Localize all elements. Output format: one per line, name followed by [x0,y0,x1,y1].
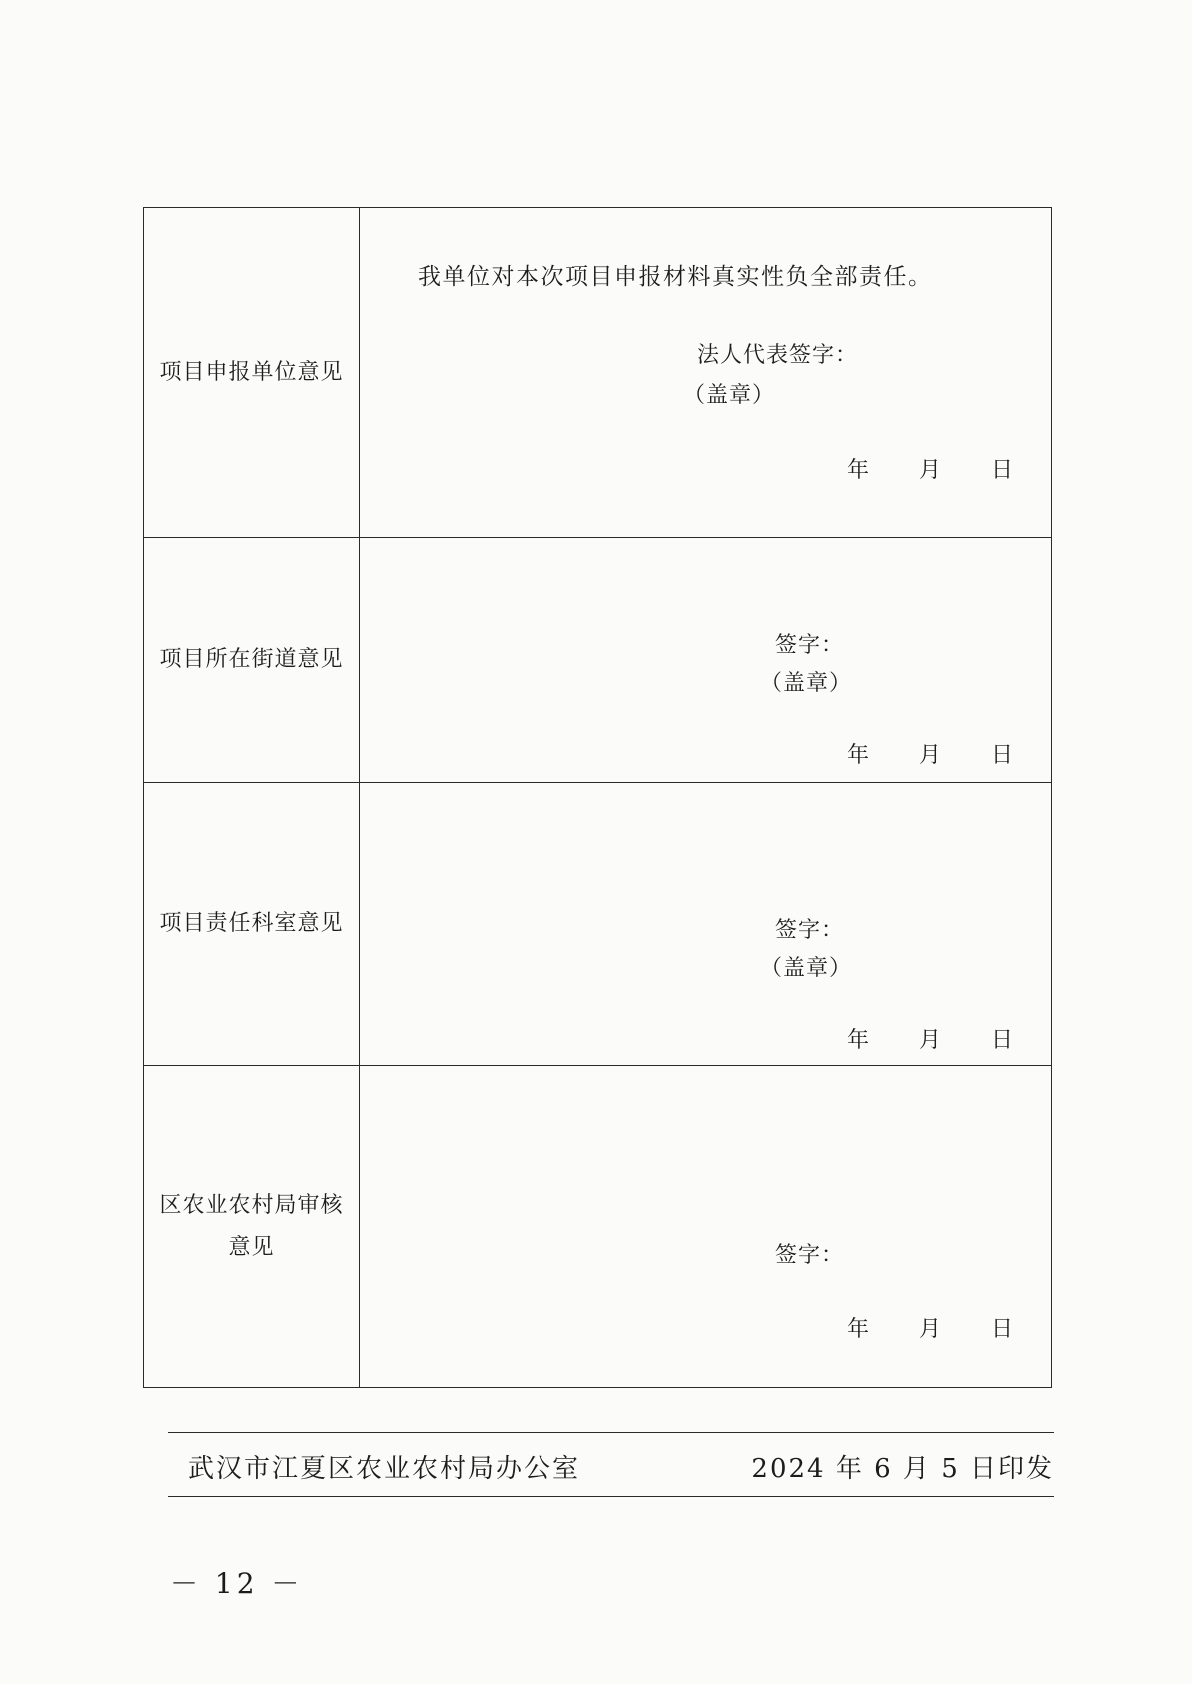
month-label: 月 [918,458,941,483]
year-label: 年 [846,743,869,768]
row-street-opinion [144,538,1052,783]
row-content [360,1066,1052,1388]
month-label: 月 [918,743,941,768]
day-label: 日 [990,1317,1013,1342]
row-bureau-review [144,1066,1052,1388]
row-label-line2: 意见 [228,1234,275,1260]
year-label: 年 [846,1028,869,1053]
year-label: 年 [846,458,869,483]
row-label: 项目申报单位意见 [144,208,360,538]
issue-date: 2024 年 6 月 5 日印发 [751,1454,1054,1484]
date-line [847,738,1013,769]
day-label: 日 [990,1028,1013,1053]
row-label: 项目责任科室意见 [144,783,360,1066]
seal-label: （盖章） [760,671,853,696]
row-applicant-opinion [144,208,1052,538]
row-label-line1: 区农业农村局审核 [159,1192,344,1218]
row-content [360,538,1052,783]
row-department-opinion [144,783,1052,1066]
date-line [847,453,1013,484]
date-line [847,1023,1013,1054]
seal-label: （盖章） [760,956,853,981]
seal-label: （盖章） [683,383,776,408]
year-label: 年 [846,1317,869,1342]
row-label: 项目所在街道意见 [144,538,360,783]
footer-top-rule [168,1432,1054,1433]
row-label [144,1066,360,1388]
month-label: 月 [918,1028,941,1053]
footer-bottom-rule [168,1496,1054,1497]
responsibility-statement: 我单位对本次项目申报材料真实性负全部责任。 [418,264,933,290]
date-line [847,1312,1013,1343]
approval-form-table [143,207,1052,1388]
row-content [360,208,1052,538]
month-label: 月 [918,1317,941,1342]
day-label: 日 [990,458,1013,483]
page-number: － 12 － [170,1567,304,1600]
day-label: 日 [990,743,1013,768]
row-content [360,783,1052,1066]
signature-label: 签字： [775,633,845,658]
legal-rep-signature-label: 法人代表签字： [697,343,859,368]
signature-label: 签字： [775,1243,845,1268]
issuing-office: 武汉市江夏区农业农村局办公室 [188,1454,581,1484]
signature-label: 签字： [775,918,845,943]
